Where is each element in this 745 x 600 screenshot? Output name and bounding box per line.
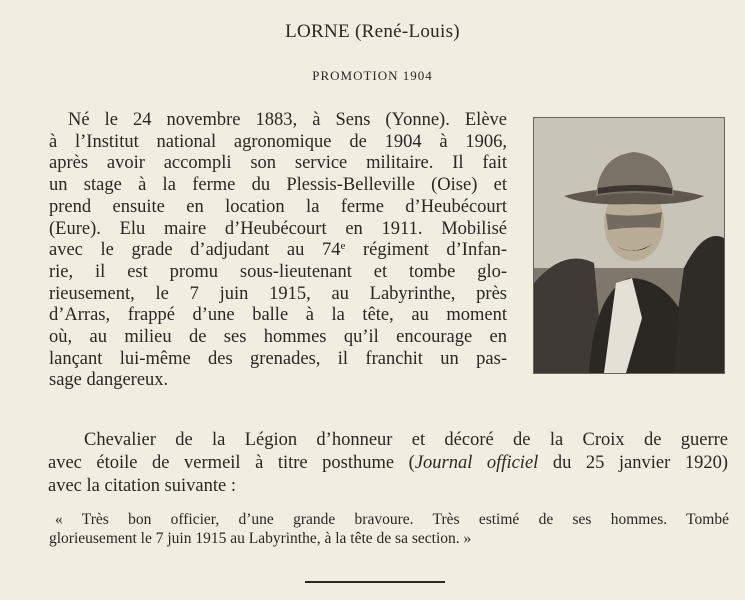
honours-line-end: du 25 janvier 1920) [538, 453, 728, 473]
honours-paragraph [48, 429, 728, 498]
biography-paragraph [49, 110, 507, 392]
honours-line-start: avec étoile de vermeil à titre posthume ( [48, 453, 415, 473]
bio-line: lançant lui-même des grenades, il franchit un pas- [49, 348, 507, 369]
bio-line: d’Arras, frappé d’une balle à la tête, au moment [49, 305, 507, 326]
bio-line: après avoir accompli son service militaire. Il fait [49, 153, 507, 174]
bio-line: à l’Institut national agronomique de 1904 à 1906, [49, 131, 507, 152]
journal-officiel-title: Journal officiel [414, 453, 539, 473]
bio-line: (Eure). Elu maire d’Heubécourt en 1911. Mobilisé [49, 218, 507, 239]
bio-line: rieusement, le 7 juin 1915, au Labyrinthe, près [49, 283, 507, 304]
portrait-photo [533, 117, 725, 374]
bio-line-end: régiment d’Infan- [345, 240, 507, 261]
bio-line: où, au milieu de ses hommes qu’il encourage en [49, 327, 507, 348]
honours-line [48, 452, 728, 475]
bio-line: rie, il est promu sous-lieutenant et tombe glo- [49, 261, 507, 282]
honours-line: avec la citation suivante : [48, 476, 237, 496]
bio-line-start: avec le grade d’adjudant au 74 [49, 240, 341, 261]
citation-quote [49, 510, 729, 548]
bio-line: Né le 24 novembre 1883, à Sens (Yonne). Elève [68, 110, 507, 130]
person-name-heading: LORNE (René-Louis) [285, 21, 460, 42]
bio-line: prend ensuite en location la ferme d’Heubécourt [49, 196, 507, 217]
bio-line: sage dangereux. [49, 370, 169, 391]
bio-line [49, 240, 507, 262]
closing-rule [305, 581, 445, 583]
citation-line: glorieusement le 7 juin 1915 au Labyrinthe, à la tête de sa section. » [49, 530, 472, 547]
promotion-year: PROMOTION 1904 [312, 68, 433, 83]
bio-line: un stage à la ferme du Plessis-Belleville (Oise) et [49, 175, 507, 196]
portrait-illustration [534, 118, 724, 373]
ordinal-superscript: e [340, 240, 346, 253]
citation-line: « Très bon officier, d’une grande bravoure. Très estimé de ses hommes. Tombé [55, 511, 729, 528]
honours-line: Chevalier de la Légion d’honneur et décoré de la Croix de guerre [84, 430, 728, 450]
